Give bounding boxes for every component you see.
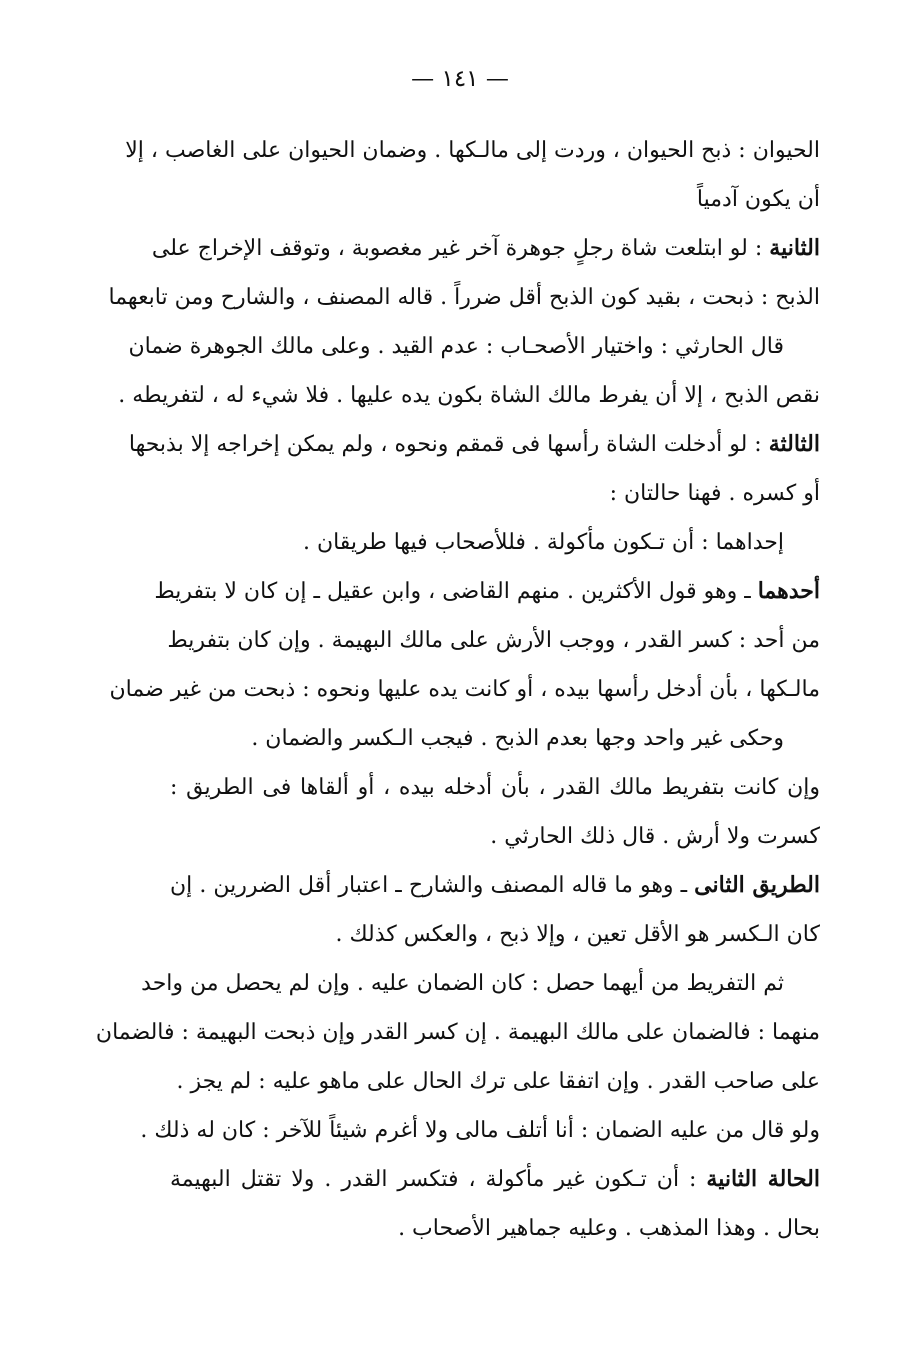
text-line-15 xyxy=(170,812,820,861)
text-line-20 xyxy=(170,1057,820,1106)
line-text: ولو قال من عليه الضمان : أنا أتلف مالى ولا أغرم شيئاً للآخر : كان له ذلك . xyxy=(140,1118,820,1143)
line-lead: الحالة الثانية xyxy=(706,1166,820,1192)
text-line-7 xyxy=(128,420,820,469)
line-text: : لو ابتلعت شاة رجلٍ جوهرة آخر غير مغصوبة ، وتوقف الإخراج على xyxy=(151,236,770,261)
body-text xyxy=(95,126,820,1253)
text-line-13 xyxy=(170,714,820,763)
line-text: ثم التفريط من أيهما حصل : كان الضمان عليه . وإن لم يحصل من واحد xyxy=(141,971,784,996)
line-lead: أحدهما xyxy=(757,578,820,604)
text-line-22 xyxy=(170,1155,820,1204)
text-line-18 xyxy=(141,959,820,1008)
text-line-23 xyxy=(170,1204,820,1253)
text-line-16 xyxy=(170,861,820,910)
line-text: وإن كانت بتفريط مالك القدر ، بأن أدخله بيده ، أو ألقاها فى الطريق : xyxy=(170,775,820,800)
text-line-6 xyxy=(118,371,820,420)
text-line-10 xyxy=(154,567,820,616)
line-text: كسرت ولا أرش . قال ذلك الحارثي . xyxy=(490,824,820,849)
text-line-1 xyxy=(125,126,820,175)
page-number: — ١٤١ — xyxy=(411,66,509,92)
line-text: قال الحارثي : واختيار الأصحـاب : عدم القيد . وعلى مالك الجوهرة ضمان xyxy=(128,334,784,359)
text-line-8 xyxy=(170,469,820,518)
line-text: نقص الذبح ، إلا أن يفرط مالك الشاة بكون يده عليها . فلا شيء له ، لتفريطه . xyxy=(118,383,820,408)
line-text: مالـكها ، بأن أدخل رأسها بيده ، أو كانت يده عليها ونحوه : ذبحت من غير ضمان xyxy=(109,677,820,702)
text-line-9 xyxy=(170,518,820,567)
text-line-12 xyxy=(109,665,820,714)
line-text: وحكى غير واحد وجها بعدم الذبح . فيجب الـكسر والضمان . xyxy=(251,726,784,751)
line-text: على صاحب القدر . وإن اتفقا على ترك الحال على ماهو عليه : لم يجز . xyxy=(176,1069,820,1094)
text-line-17 xyxy=(170,910,820,959)
text-line-14 xyxy=(170,763,820,812)
line-text: كان الـكسر هو الأقل تعين ، وإلا ذبح ، والعكس كذلك . xyxy=(335,922,820,947)
text-line-19 xyxy=(95,1008,820,1057)
text-line-4 xyxy=(108,273,820,322)
text-line-5 xyxy=(128,322,820,371)
text-line-11 xyxy=(167,616,820,665)
line-text: أن يكون آدمياً xyxy=(696,187,820,212)
text-line-3 xyxy=(151,224,820,273)
line-text: أو كسره . فهنا حالتان : xyxy=(609,481,820,506)
line-lead: الثانية xyxy=(769,235,820,261)
line-text: ـ وهو ما قاله المصنف والشارح ـ اعتبار أقل الضررين . إن xyxy=(170,873,695,898)
line-lead: الثالثة xyxy=(768,431,820,457)
line-text: من أحد : كسر القدر ، ووجب الأرش على مالك البهيمة . وإن كان بتفريط xyxy=(167,628,820,653)
line-text: : أن تـكون غير مأكولة ، فتكسر القدر . ولا تقتل البهيمة xyxy=(170,1167,707,1192)
text-line-2 xyxy=(170,175,820,224)
line-lead: الطريق الثانى xyxy=(694,872,820,898)
line-text: بحال . وهذا المذهب . وعليه جماهير الأصحاب . xyxy=(398,1216,820,1241)
line-text: الذبح : ذبحت ، بقيد كون الذبح أقل ضرراً . قاله المصنف ، والشارح ومن تابعهما xyxy=(108,285,820,310)
line-text: : لو أدخلت الشاة رأسها فى قمقم ونحوه ، ولم يمكن إخراجه إلا بذبحها xyxy=(128,432,769,457)
text-line-21 xyxy=(140,1106,820,1155)
line-text: منهما : فالضمان على مالك البهيمة . إن كسر القدر وإن ذبحت البهيمة : فالضمان xyxy=(95,1020,820,1045)
line-text: ـ وهو قول الأكثرين . منهم القاضى ، وابن عقيل ـ إن كان لا بتفريط xyxy=(154,579,758,604)
line-text: إحداهما : أن تـكون مأكولة . فللأصحاب فيها طريقان . xyxy=(302,530,784,555)
line-text: الحيوان : ذبح الحيوان ، وردت إلى مالـكها . وضمان الحيوان على الغاصب ، إلا xyxy=(125,138,820,163)
